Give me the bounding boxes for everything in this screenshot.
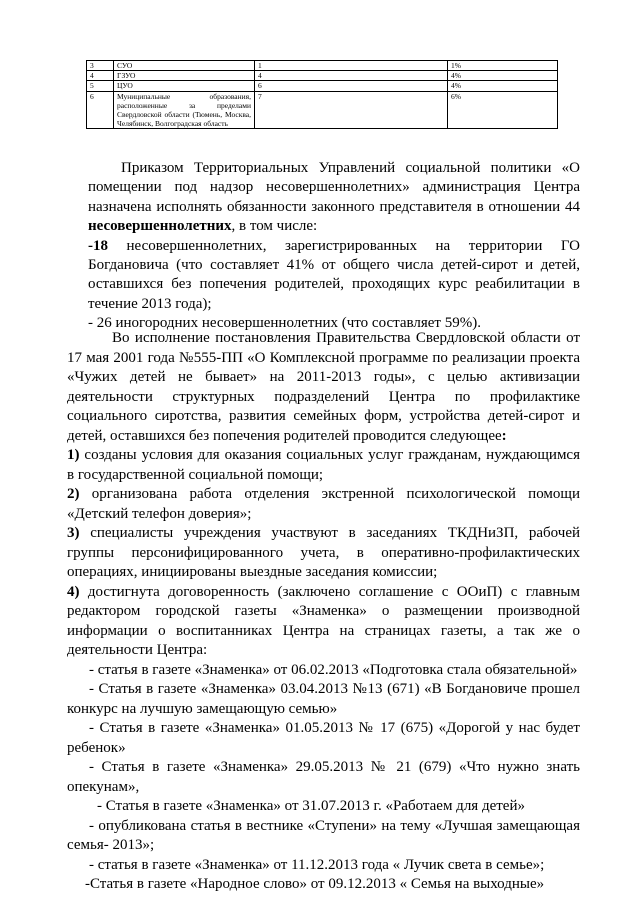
- table-row: [87, 91, 558, 129]
- row-name: ГЗУО: [114, 71, 255, 81]
- bold-term: несовершеннолетних: [88, 218, 232, 235]
- article-item: - опубликована статья в вестнике «Ступени» на тему «Лучшая замещающая семья- 2013»;: [67, 817, 580, 853]
- item-number: 4): [67, 583, 80, 600]
- list-item: 3) специалисты учреждения участвуют в заседаниях ТКДНиЗП, рабочей группы персонифицированного учета, в оперативно-профилактических операциях, инициированы выездные заседания комиссии;: [67, 525, 580, 580]
- article-item: - статья в газете «Знаменка» от 11.12.2013 года « Лучик света в семье»;: [89, 856, 545, 873]
- list-item: 1) созданы условия для оказания социальных услуг гражданам, нуждающимся в государственной социальной помощи;: [67, 447, 580, 483]
- program-section: [67, 329, 580, 895]
- table-row: [87, 61, 558, 71]
- item-number: 1): [67, 447, 80, 463]
- list-item: 2) организована работа отделения экстренной психологической помощи «Детский телефон доверия»;: [67, 486, 580, 522]
- row-count: 7: [255, 91, 448, 129]
- bold-count: -18: [88, 237, 108, 254]
- row-percent: 1%: [448, 61, 558, 71]
- list-item: 4) достигнута договоренность (заключено соглашение с ООиП) с главным редактором городской газеты «Знаменка» о размещении производной информации о воспитанниках Центра на страницах газеты, а так же о деятельности Центра:: [67, 583, 580, 658]
- guardianship-intro: Приказом Территориальных Управлений социальной политики «О помещении под надзор несовершеннолетних» администрация Центра назначена исполнять обязанности законного представителя в отношении 44 несовершеннолетних, в том числе:: [88, 160, 580, 235]
- table-row: [87, 81, 558, 91]
- article-item: - статья в газете «Знаменка» от 06.02.2013 «Подготовка стала обязательной»: [89, 661, 578, 678]
- item-number: 2): [67, 486, 80, 502]
- article-item: - Статья в газете «Знаменка» 29.05.2013 № 21 (679) «Что нужно знать опекунам»,: [67, 759, 580, 795]
- row-count: 4: [255, 71, 448, 81]
- article-item: - Статья в газете «Знаменка» 03.04.2013 №13 (671) «В Богдановиче прошел конкурс на лучшую замещающую семью»: [67, 681, 580, 717]
- row-name: СУО: [114, 61, 255, 71]
- row-number: 4: [87, 71, 114, 81]
- article-item: -Статья в газете «Народное слово» от 09.12.2013 « Семья на выходные»: [85, 876, 545, 892]
- program-intro: Во исполнение постановления Правительства Свердловской области от 17 мая 2001 года №555-ПП «О Комплексной программе по реализации проекта «Чужих детей не бывает» на 2011-2013 годы», с целью активизации деятельности структурных подразделений Центра по профилактике социального сиротства, развития семейных форм, устройства детей-сирот и детей, оставшихся без попечения родителей проводится следующее:: [67, 330, 580, 444]
- item-number: 3): [67, 525, 80, 541]
- row-number: 5: [87, 81, 114, 91]
- article-item: - Статья в газете «Знаменка» от 31.07.2013 г. «Работаем для детей»: [97, 798, 525, 814]
- row-percent: 4%: [448, 71, 558, 81]
- guardianship-item-local: -18 несовершеннолетних, зарегистрированных на территории ГО Богдановича (что составляет 41% от общего числа детей-сирот и детей, оставшихся без попечения родителей, проходящих курс реабилитации в течение 2013 года);: [88, 237, 580, 312]
- row-count: 1: [255, 61, 448, 71]
- row-percent: 4%: [448, 81, 558, 91]
- row-name: Муниципальные образования, расположенные за пределами Свердловской области (Тюмень, Москва, Челябинск, Волгоградская область: [114, 91, 255, 129]
- row-percent: 6%: [448, 91, 558, 129]
- row-name: ЦУО: [114, 81, 255, 91]
- article-item: - Статья в газете «Знаменка» 01.05.2013 № 17 (675) «Дорогой у нас будет ребенок»: [67, 720, 580, 756]
- row-count: 6: [255, 81, 448, 91]
- table-row: [87, 71, 558, 81]
- row-number: 3: [87, 61, 114, 71]
- guardianship-item-nonresident: - 26 иногородних несовершеннолетних (что составляет 59%).: [88, 315, 481, 332]
- bold-colon: :: [501, 427, 507, 444]
- row-number: 6: [87, 91, 114, 129]
- statistics-table: [86, 60, 558, 129]
- guardianship-section: [88, 159, 580, 334]
